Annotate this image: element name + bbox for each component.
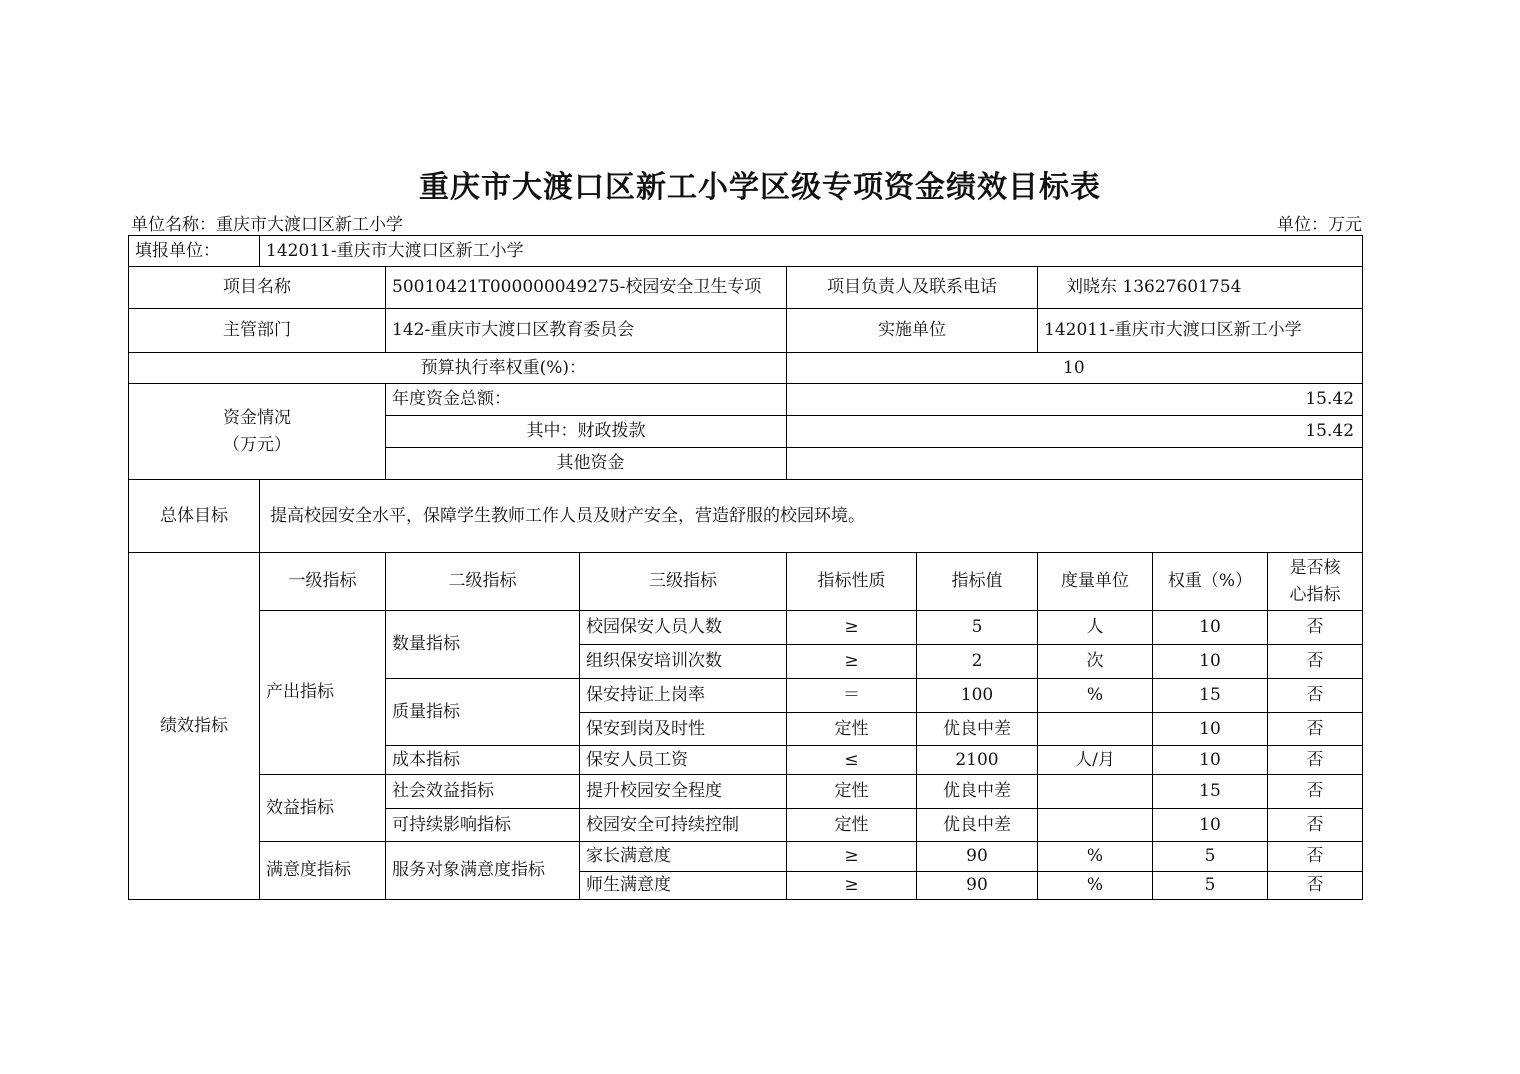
indicator-name: 师生满意度	[580, 872, 787, 900]
budget-rate-value: 10	[787, 353, 1363, 384]
indicator-name: 保安持证上岗率	[580, 679, 787, 713]
indicator-core: 否	[1268, 775, 1363, 809]
header-nature: 指标性质	[787, 553, 917, 611]
indicator-nature: 定性	[787, 713, 917, 746]
other-funds-value	[787, 448, 1363, 480]
group-quantity: 数量指标	[386, 611, 580, 679]
dept-value: 142-重庆市大渡口区教育委员会	[386, 309, 787, 353]
indicator-name: 校园保安人员人数	[580, 611, 787, 645]
indicator-weight: 5	[1153, 872, 1268, 900]
indicator-value: 90	[917, 842, 1038, 872]
indicator-core: 否	[1268, 611, 1363, 645]
indicator-weight: 10	[1153, 746, 1268, 775]
indicator-name: 家长满意度	[580, 842, 787, 872]
indicator-nature: 定性	[787, 775, 917, 809]
indicator-core: 否	[1268, 842, 1363, 872]
indicator-core: 否	[1268, 645, 1363, 679]
dept-label: 主管部门	[129, 309, 386, 353]
indicator-unit	[1038, 713, 1153, 746]
other-funds-label: 其他资金	[386, 448, 787, 480]
indicator-weight: 10	[1153, 611, 1268, 645]
funds-label	[129, 384, 386, 480]
group-quality: 质量指标	[386, 679, 580, 746]
perf-label: 绩效指标	[129, 553, 260, 900]
indicator-nature: ≥	[787, 645, 917, 679]
indicator-unit: 人	[1038, 611, 1153, 645]
fiscal-funds-label: 其中：财政拨款	[386, 416, 787, 448]
indicator-core: 否	[1268, 713, 1363, 746]
header-value: 指标值	[917, 553, 1038, 611]
indicator-value: 2100	[917, 746, 1038, 775]
indicator-name: 校园安全可持续控制	[580, 809, 787, 842]
indicator-nature: ≤	[787, 746, 917, 775]
indicator-unit	[1038, 809, 1153, 842]
indicator-nature: ≥	[787, 872, 917, 900]
project-name-value: 50010421T000000049275-校园安全卫生专项	[386, 267, 787, 309]
indicator-unit: 次	[1038, 645, 1153, 679]
indicator-name: 保安到岗及时性	[580, 713, 787, 746]
report-unit-label: 填报单位：	[129, 236, 260, 267]
indicator-nature: ≥	[787, 842, 917, 872]
header-measure: 度量单位	[1038, 553, 1153, 611]
project-name-label: 项目名称	[129, 267, 386, 309]
indicator-unit	[1038, 775, 1153, 809]
header-level3: 三级指标	[580, 553, 787, 611]
funds-label-line1: 资金情况	[223, 408, 291, 429]
contact-value: 刘晓东 13627601754	[1038, 267, 1363, 309]
indicator-name: 提升校园安全程度	[580, 775, 787, 809]
indicator-weight: 10	[1153, 713, 1268, 746]
indicator-value: 90	[917, 872, 1038, 900]
goal-label: 总体目标	[129, 480, 260, 553]
group-cost: 成本指标	[386, 746, 580, 775]
budget-rate-label: 预算执行率权重(%)：	[129, 353, 787, 384]
header-core-line1: 是否核	[1289, 558, 1341, 579]
header-core	[1268, 553, 1363, 611]
indicator-nature: 定性	[787, 809, 917, 842]
group-social: 社会效益指标	[386, 775, 580, 809]
funds-label-line2: （万元）	[223, 434, 291, 455]
header-weight: 权重（%）	[1153, 553, 1268, 611]
indicator-weight: 10	[1153, 645, 1268, 679]
header-core-line2: 心指标	[1289, 584, 1341, 605]
annual-funds-label: 年度资金总额：	[386, 384, 787, 416]
indicator-core: 否	[1268, 872, 1363, 900]
indicator-name: 组织保安培训次数	[580, 645, 787, 679]
indicator-weight: 10	[1153, 809, 1268, 842]
indicator-name: 保安人员工资	[580, 746, 787, 775]
indicator-nature: ≥	[787, 611, 917, 645]
report-unit-value: 142011-重庆市大渡口区新工小学	[260, 236, 1363, 267]
indicator-unit: %	[1038, 872, 1153, 900]
unit-name: 单位名称：重庆市大渡口区新工小学	[131, 215, 403, 235]
indicator-unit: 人/月	[1038, 746, 1153, 775]
contact-label: 项目负责人及联系电话	[787, 267, 1038, 309]
page-title: 重庆市大渡口区新工小学区级专项资金绩效目标表	[419, 170, 1101, 205]
indicator-value: 100	[917, 679, 1038, 713]
header-level1: 一级指标	[260, 553, 386, 611]
indicator-core: 否	[1268, 746, 1363, 775]
indicator-value: 5	[917, 611, 1038, 645]
impl-label: 实施单位	[787, 309, 1038, 353]
currency-unit: 单位：万元	[1277, 215, 1362, 235]
indicator-value: 2	[917, 645, 1038, 679]
group-satisfaction: 满意度指标	[260, 842, 386, 900]
impl-value: 142011-重庆市大渡口区新工小学	[1038, 309, 1363, 353]
indicator-nature: ＝	[787, 679, 917, 713]
group-output: 产出指标	[260, 611, 386, 775]
indicator-unit: %	[1038, 842, 1153, 872]
group-benefit: 效益指标	[260, 775, 386, 842]
indicator-weight: 5	[1153, 842, 1268, 872]
group-service: 服务对象满意度指标	[386, 842, 580, 900]
indicator-unit: %	[1038, 679, 1153, 713]
fiscal-funds-value: 15.42	[787, 416, 1363, 448]
indicator-core: 否	[1268, 809, 1363, 842]
header-level2: 二级指标	[386, 553, 580, 611]
indicator-value: 优良中差	[917, 713, 1038, 746]
indicator-value: 优良中差	[917, 775, 1038, 809]
indicator-core: 否	[1268, 679, 1363, 713]
indicator-weight: 15	[1153, 775, 1268, 809]
annual-funds-value: 15.42	[787, 384, 1363, 416]
goal-value: 提高校园安全水平，保障学生教师工作人员及财产安全，营造舒服的校园环境。	[260, 480, 1363, 553]
indicator-value: 优良中差	[917, 809, 1038, 842]
indicator-weight: 15	[1153, 679, 1268, 713]
group-sustain: 可持续影响指标	[386, 809, 580, 842]
performance-table	[128, 235, 1363, 900]
